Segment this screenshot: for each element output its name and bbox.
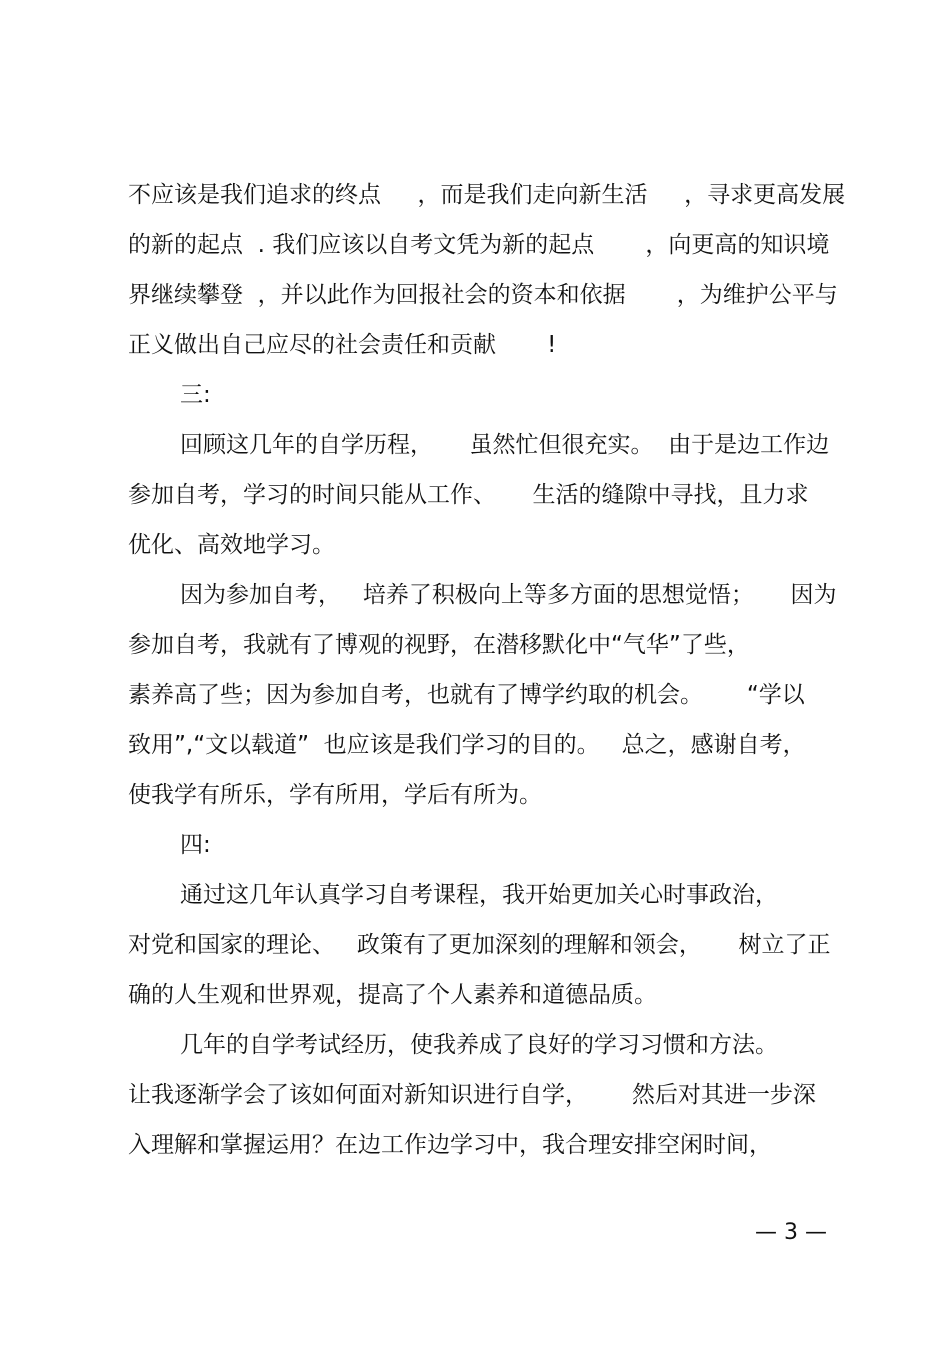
text-line-10: 参加自考，我就有了博观的视野，在潜移默化中“气华”了些， <box>128 632 750 658</box>
section-heading-four: 四: <box>180 832 211 858</box>
text-line-11: 素养高了些；因为参加自考，也就有了博学约取的机会。 “学以 <box>128 682 805 708</box>
text-line-9: 因为参加自考， 培养了积极向上等多方面的思想觉悟； 因为 <box>180 582 837 608</box>
text-line-2: 的新的起点 . 我们应该以自考文凭为新的起点 ，向更高的知识境 <box>128 232 830 258</box>
text-line-20: 入理解和掌握运用？在边工作边学习中，我合理安排空闲时间， <box>128 1132 772 1158</box>
text-line-16: 对党和国家的理论、 政策有了更加深刻的理解和领会， 树立了正 <box>128 932 831 958</box>
text-line-12: 致用”,“文以载道” 也应该是我们学习的目的。 总之，感谢自考， <box>128 732 806 758</box>
text-line-4: 正义做出自己应尽的社会责任和贡献 ! <box>128 332 557 358</box>
text-line-3: 界继续攀登 ，并以此作为回报社会的资本和依据 ，为维护公平与 <box>128 282 838 308</box>
text-line-19: 让我逐渐学会了该如何面对新知识进行自学， 然后对其进一步深 <box>128 1082 816 1108</box>
text-line-18: 几年的自学考试经历，使我养成了良好的学习习惯和方法。 <box>180 1032 778 1058</box>
text-line-1: 不应该是我们追求的终点 ，而是我们走向新生活 ，寻求更高发展 <box>128 182 846 208</box>
text-line-7: 参加自考，学习的时间只能从工作、 生活的缝隙中寻找，且力求 <box>128 482 809 508</box>
text-line-6: 回顾这几年的自学历程， 虽然忙但很充实。 由于是边工作边 <box>180 432 830 458</box>
text-line-15: 通过这几年认真学习自考课程，我开始更加关心时事政治， <box>180 882 778 908</box>
text-line-17: 确的人生观和世界观，提高了个人素养和道德品质。 <box>128 982 657 1008</box>
section-heading-three: 三: <box>180 382 211 408</box>
text-line-8: 优化、高效地学习。 <box>128 532 335 558</box>
text-line-13: 使我学有所乐，学有所用，学后有所为。 <box>128 782 542 808</box>
page-number: — 3 — <box>755 1220 827 1245</box>
